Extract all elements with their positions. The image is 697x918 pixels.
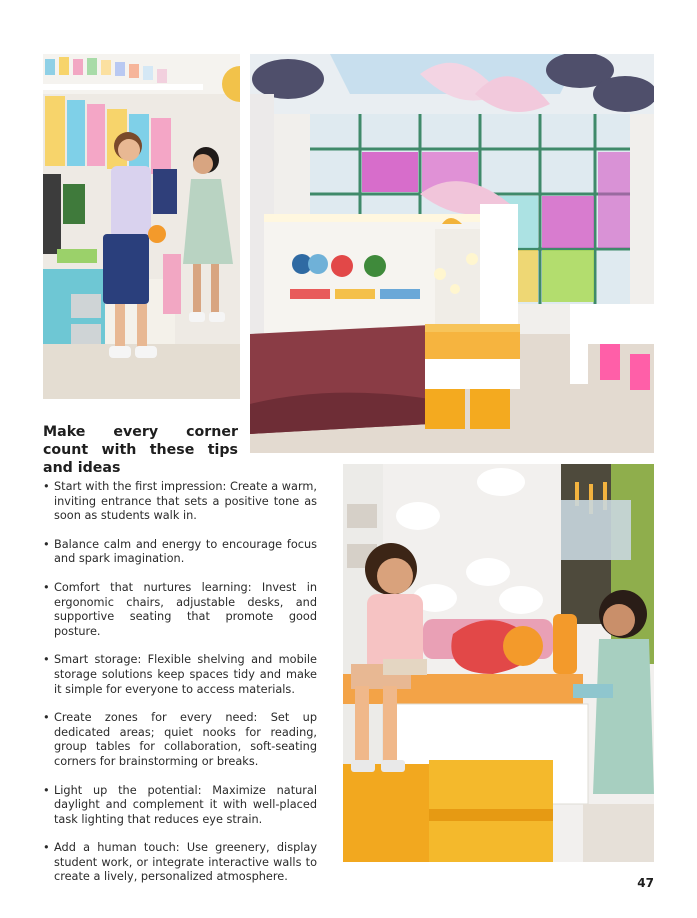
list-item	[43, 653, 317, 697]
bullet: •	[43, 480, 50, 493]
list-item	[43, 538, 317, 567]
photo-children-at-coat-hooks	[43, 54, 240, 399]
list-item	[43, 784, 317, 828]
tip-text: Add a human touch: Use greenery, display student work, or integrate interactive walls to create a lively, personalized atmosphere.	[54, 841, 317, 884]
list-item	[43, 711, 317, 769]
tip-text: Smart storage: Flexible shelving and mobile storage solutions keep spaces tidy and make it simple for everyone to access materials.	[54, 653, 317, 696]
tips-list	[43, 480, 317, 899]
photo-children-reading-on-bench	[343, 464, 654, 862]
bullet: •	[43, 653, 50, 667]
photo-colorful-classroom-interior	[250, 54, 654, 453]
bullet: •	[43, 711, 50, 725]
list-item	[43, 480, 317, 524]
tip-text: Start with the first impression: Create a warm, inviting entrance that sets a positive tone as soon as students walk in.	[54, 480, 317, 523]
tip-text: Comfort that nurtures learning: Invest in ergonomic chairs, adjustable desks, and supportive seating that promote good posture.	[54, 580, 317, 638]
tip-text: Create zones for every need: Set up dedicated areas; quiet nooks for reading, group tables for collaboration, soft-seating corners for brainstorming or breaks.	[54, 711, 317, 768]
list-item	[43, 581, 317, 639]
bullet: •	[43, 841, 50, 855]
bullet: •	[43, 537, 50, 551]
tip-text: Balance calm and energy to encourage focus and spark imagination.	[54, 537, 317, 566]
list-item	[43, 841, 317, 885]
section-heading: Make every corner count with these tips and ideas	[43, 424, 238, 476]
tip-text: Light up the potential: Maximize natural daylight and complement it with well-placed task lighting that reduces eye strain.	[54, 783, 317, 826]
bullet: •	[43, 580, 50, 594]
page-number: 47	[637, 876, 654, 890]
bullet: •	[43, 783, 50, 797]
